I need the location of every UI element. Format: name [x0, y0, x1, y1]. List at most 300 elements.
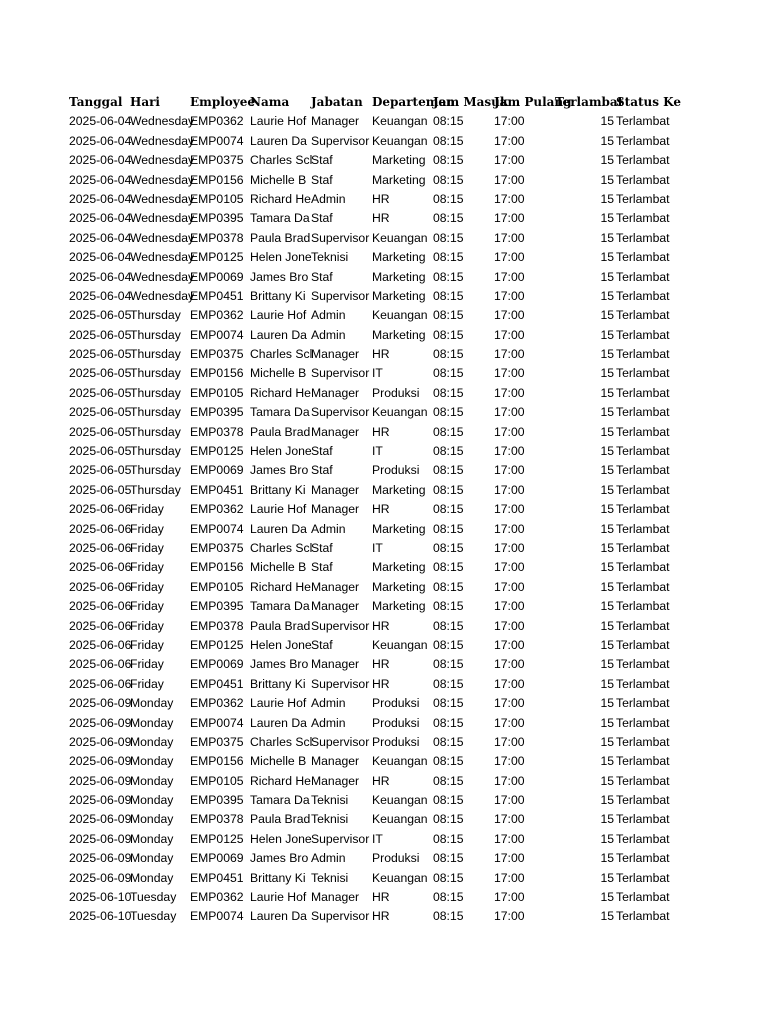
- cell-nama: Helen Jone: [250, 831, 312, 846]
- table-row: [69, 907, 672, 926]
- cell-status: Terlambat: [616, 812, 670, 827]
- cell-jabatan: Teknisi: [311, 812, 349, 827]
- cell-status: Terlambat: [616, 793, 670, 808]
- cell-tanggal: 2025-06-05: [69, 463, 132, 478]
- cell-hari: Wednesday: [130, 191, 195, 206]
- cell-status: Terlambat: [616, 114, 670, 129]
- cell-jabatan: Manager: [311, 754, 360, 769]
- cell-terlambat: 15: [600, 191, 614, 206]
- cell-employee: EMP0069: [190, 463, 244, 478]
- cell-nama: Lauren Da: [250, 521, 307, 536]
- cell-employee: EMP0125: [190, 831, 244, 846]
- cell-terlambat: 15: [600, 521, 614, 536]
- cell-jabatan: Admin: [311, 851, 346, 866]
- table-row: [69, 888, 672, 907]
- cell-terlambat: 15: [600, 560, 614, 575]
- cell-status: Terlambat: [616, 715, 670, 730]
- cell-hari: Monday: [130, 734, 174, 749]
- cell-jam-masuk: 08:15: [433, 618, 464, 633]
- cell-jam-masuk: 08:15: [433, 870, 464, 885]
- cell-departemen: Produksi: [372, 463, 420, 478]
- cell-hari: Wednesday: [130, 133, 195, 148]
- cell-terlambat: 15: [600, 211, 614, 226]
- cell-jam-masuk: 08:15: [433, 172, 464, 187]
- cell-jabatan: Manager: [311, 482, 360, 497]
- cell-tanggal: 2025-06-04: [69, 269, 132, 284]
- cell-departemen: IT: [372, 831, 383, 846]
- cell-jam-pulang: 17:00: [494, 482, 525, 497]
- cell-jam-masuk: 08:15: [433, 250, 464, 265]
- cell-jabatan: Staf: [311, 560, 333, 575]
- cell-jam-pulang: 17:00: [494, 385, 525, 400]
- cell-tanggal: 2025-06-05: [69, 308, 132, 323]
- cell-nama: Laurie Hof: [250, 114, 307, 129]
- cell-nama: Brittany Ki: [250, 482, 306, 497]
- cell-nama: Lauren Da: [250, 133, 307, 148]
- header-jam-masuk: Jam Masuk: [433, 95, 509, 109]
- cell-nama: Michelle B: [250, 366, 307, 381]
- cell-jam-pulang: 17:00: [494, 773, 525, 788]
- cell-employee: EMP0125: [190, 637, 244, 652]
- cell-status: Terlambat: [616, 657, 670, 672]
- cell-terlambat: 15: [600, 482, 614, 497]
- cell-employee: EMP0125: [190, 250, 244, 265]
- cell-nama: Charles Scl: [250, 347, 313, 362]
- cell-terlambat: 15: [600, 269, 614, 284]
- cell-jam-pulang: 17:00: [494, 657, 525, 672]
- cell-jam-masuk: 08:15: [433, 133, 464, 148]
- cell-jam-masuk: 08:15: [433, 637, 464, 652]
- cell-jam-pulang: 17:00: [494, 540, 525, 555]
- cell-employee: EMP0069: [190, 269, 244, 284]
- cell-employee: EMP0156: [190, 560, 244, 575]
- cell-hari: Monday: [130, 812, 174, 827]
- table-row: [69, 345, 672, 364]
- cell-jam-pulang: 17:00: [494, 696, 525, 711]
- cell-departemen: Marketing: [372, 153, 426, 168]
- cell-hari: Wednesday: [130, 269, 195, 284]
- table-row: [69, 248, 672, 267]
- cell-hari: Wednesday: [130, 230, 195, 245]
- cell-nama: Michelle B: [250, 172, 307, 187]
- cell-status: Terlambat: [616, 385, 670, 400]
- cell-terlambat: 15: [600, 502, 614, 517]
- cell-jam-pulang: 17:00: [494, 133, 525, 148]
- cell-tanggal: 2025-06-09: [69, 734, 132, 749]
- table-row: [69, 752, 672, 771]
- cell-jam-masuk: 08:15: [433, 308, 464, 323]
- table-row: [69, 694, 672, 713]
- cell-jam-masuk: 08:15: [433, 269, 464, 284]
- cell-jam-pulang: 17:00: [494, 366, 525, 381]
- cell-tanggal: 2025-06-09: [69, 715, 132, 730]
- cell-jam-masuk: 08:15: [433, 715, 464, 730]
- cell-terlambat: 15: [600, 812, 614, 827]
- cell-jam-pulang: 17:00: [494, 618, 525, 633]
- cell-nama: Paula Brad: [250, 812, 311, 827]
- cell-jam-masuk: 08:15: [433, 793, 464, 808]
- cell-terlambat: 15: [600, 230, 614, 245]
- cell-terlambat: 15: [600, 637, 614, 652]
- cell-nama: Laurie Hof: [250, 502, 307, 517]
- cell-jam-masuk: 08:15: [433, 851, 464, 866]
- cell-terlambat: 15: [600, 385, 614, 400]
- table-row: [69, 461, 672, 480]
- table-row: [69, 306, 672, 325]
- cell-hari: Thursday: [130, 327, 181, 342]
- cell-hari: Friday: [130, 637, 164, 652]
- cell-employee: EMP0362: [190, 696, 244, 711]
- cell-employee: EMP0156: [190, 754, 244, 769]
- cell-terlambat: 15: [600, 754, 614, 769]
- cell-status: Terlambat: [616, 909, 670, 924]
- cell-nama: Helen Jone: [250, 444, 312, 459]
- cell-terlambat: 15: [600, 793, 614, 808]
- cell-hari: Friday: [130, 618, 164, 633]
- table-row: [69, 578, 672, 597]
- table-row: [69, 151, 672, 170]
- cell-status: Terlambat: [616, 618, 670, 633]
- cell-jam-masuk: 08:15: [433, 599, 464, 614]
- cell-hari: Monday: [130, 773, 174, 788]
- cell-jam-pulang: 17:00: [494, 734, 525, 749]
- cell-hari: Monday: [130, 870, 174, 885]
- cell-tanggal: 2025-06-06: [69, 579, 132, 594]
- cell-jam-pulang: 17:00: [494, 870, 525, 885]
- cell-nama: James Bro: [250, 269, 309, 284]
- cell-status: Terlambat: [616, 579, 670, 594]
- table-row: [69, 171, 672, 190]
- cell-hari: Wednesday: [130, 250, 195, 265]
- cell-nama: James Bro: [250, 657, 309, 672]
- cell-employee: EMP0074: [190, 909, 244, 924]
- cell-departemen: Keuangan: [372, 114, 428, 129]
- cell-jam-pulang: 17:00: [494, 288, 525, 303]
- cell-terlambat: 15: [600, 657, 614, 672]
- cell-terlambat: 15: [600, 618, 614, 633]
- cell-jam-masuk: 08:15: [433, 424, 464, 439]
- cell-departemen: Produksi: [372, 385, 420, 400]
- cell-departemen: HR: [372, 424, 390, 439]
- table-row: [69, 655, 672, 674]
- cell-hari: Thursday: [130, 366, 181, 381]
- cell-jabatan: Manager: [311, 385, 360, 400]
- cell-status: Terlambat: [616, 288, 670, 303]
- cell-employee: EMP0395: [190, 405, 244, 420]
- cell-terlambat: 15: [600, 851, 614, 866]
- cell-jam-pulang: 17:00: [494, 191, 525, 206]
- cell-hari: Friday: [130, 579, 164, 594]
- cell-jam-masuk: 08:15: [433, 463, 464, 478]
- cell-nama: Laurie Hof: [250, 890, 307, 905]
- cell-hari: Thursday: [130, 482, 181, 497]
- cell-jabatan: Staf: [311, 444, 333, 459]
- cell-status: Terlambat: [616, 482, 670, 497]
- cell-employee: EMP0362: [190, 890, 244, 905]
- table-row: [69, 500, 672, 519]
- cell-departemen: HR: [372, 347, 390, 362]
- table-row: [69, 830, 672, 849]
- cell-status: Terlambat: [616, 599, 670, 614]
- cell-jam-pulang: 17:00: [494, 521, 525, 536]
- cell-jam-masuk: 08:15: [433, 405, 464, 420]
- table-row: [69, 403, 672, 422]
- cell-jabatan: Teknisi: [311, 250, 349, 265]
- cell-employee: EMP0451: [190, 482, 244, 497]
- cell-nama: Richard He: [250, 579, 311, 594]
- cell-hari: Wednesday: [130, 211, 195, 226]
- cell-jabatan: Admin: [311, 308, 346, 323]
- cell-status: Terlambat: [616, 754, 670, 769]
- cell-jam-pulang: 17:00: [494, 502, 525, 517]
- table-row: [69, 849, 672, 868]
- cell-status: Terlambat: [616, 637, 670, 652]
- cell-jam-pulang: 17:00: [494, 230, 525, 245]
- cell-hari: Wednesday: [130, 153, 195, 168]
- table-row: [69, 190, 672, 209]
- cell-departemen: Produksi: [372, 696, 420, 711]
- cell-departemen: IT: [372, 366, 383, 381]
- cell-tanggal: 2025-06-06: [69, 599, 132, 614]
- cell-terlambat: 15: [600, 715, 614, 730]
- cell-jabatan: Staf: [311, 172, 333, 187]
- cell-tanggal: 2025-06-09: [69, 870, 132, 885]
- cell-hari: Tuesday: [130, 909, 177, 924]
- table-row: [69, 772, 672, 791]
- cell-employee: EMP0395: [190, 793, 244, 808]
- cell-terlambat: 15: [600, 540, 614, 555]
- cell-status: Terlambat: [616, 424, 670, 439]
- cell-employee: EMP0378: [190, 230, 244, 245]
- table-row: [69, 384, 672, 403]
- cell-nama: Tamara Da: [250, 599, 310, 614]
- cell-terlambat: 15: [600, 133, 614, 148]
- cell-jabatan: Staf: [311, 540, 333, 555]
- cell-departemen: HR: [372, 618, 390, 633]
- cell-departemen: Produksi: [372, 851, 420, 866]
- cell-departemen: Produksi: [372, 715, 420, 730]
- cell-tanggal: 2025-06-06: [69, 502, 132, 517]
- cell-tanggal: 2025-06-09: [69, 754, 132, 769]
- cell-status: Terlambat: [616, 734, 670, 749]
- cell-status: Terlambat: [616, 133, 670, 148]
- cell-hari: Monday: [130, 754, 174, 769]
- cell-hari: Wednesday: [130, 288, 195, 303]
- cell-departemen: HR: [372, 211, 390, 226]
- cell-tanggal: 2025-06-06: [69, 618, 132, 633]
- cell-tanggal: 2025-06-09: [69, 851, 132, 866]
- cell-jabatan: Manager: [311, 890, 360, 905]
- cell-departemen: HR: [372, 890, 390, 905]
- cell-jabatan: Manager: [311, 657, 360, 672]
- cell-status: Terlambat: [616, 211, 670, 226]
- cell-terlambat: 15: [600, 153, 614, 168]
- cell-terlambat: 15: [600, 831, 614, 846]
- cell-jabatan: Supervisor: [311, 676, 370, 691]
- cell-terlambat: 15: [600, 172, 614, 187]
- cell-jam-masuk: 08:15: [433, 734, 464, 749]
- table-row: [69, 636, 672, 655]
- cell-jam-masuk: 08:15: [433, 696, 464, 711]
- cell-hari: Thursday: [130, 385, 181, 400]
- cell-employee: EMP0069: [190, 851, 244, 866]
- cell-hari: Thursday: [130, 444, 181, 459]
- cell-nama: Laurie Hof: [250, 308, 307, 323]
- cell-jam-pulang: 17:00: [494, 715, 525, 730]
- cell-jabatan: Supervisor: [311, 405, 370, 420]
- table-row: [69, 442, 672, 461]
- cell-employee: EMP0378: [190, 812, 244, 827]
- cell-nama: Charles Scl: [250, 540, 313, 555]
- cell-employee: EMP0375: [190, 153, 244, 168]
- table-row: [69, 229, 672, 248]
- cell-terlambat: 15: [600, 696, 614, 711]
- cell-jam-masuk: 08:15: [433, 560, 464, 575]
- cell-jabatan: Manager: [311, 599, 360, 614]
- cell-tanggal: 2025-06-04: [69, 153, 132, 168]
- cell-jam-masuk: 08:15: [433, 890, 464, 905]
- cell-terlambat: 15: [600, 347, 614, 362]
- cell-employee: EMP0362: [190, 502, 244, 517]
- table-row: [69, 869, 672, 888]
- cell-employee: EMP0378: [190, 618, 244, 633]
- cell-jabatan: Manager: [311, 502, 360, 517]
- cell-jam-pulang: 17:00: [494, 269, 525, 284]
- cell-jabatan: Admin: [311, 521, 346, 536]
- cell-status: Terlambat: [616, 521, 670, 536]
- cell-jabatan: Supervisor: [311, 734, 370, 749]
- cell-jam-masuk: 08:15: [433, 366, 464, 381]
- cell-departemen: Marketing: [372, 482, 426, 497]
- table-row: [69, 617, 672, 636]
- cell-jam-pulang: 17:00: [494, 172, 525, 187]
- cell-hari: Monday: [130, 696, 174, 711]
- cell-jabatan: Manager: [311, 114, 360, 129]
- cell-hari: Friday: [130, 657, 164, 672]
- cell-tanggal: 2025-06-05: [69, 347, 132, 362]
- cell-nama: Tamara Da: [250, 405, 310, 420]
- cell-jam-masuk: 08:15: [433, 540, 464, 555]
- cell-employee: EMP0074: [190, 133, 244, 148]
- cell-jam-pulang: 17:00: [494, 793, 525, 808]
- cell-jabatan: Admin: [311, 715, 346, 730]
- cell-terlambat: 15: [600, 599, 614, 614]
- cell-nama: Richard He: [250, 773, 311, 788]
- cell-terlambat: 15: [600, 405, 614, 420]
- cell-jam-masuk: 08:15: [433, 831, 464, 846]
- cell-tanggal: 2025-06-04: [69, 114, 132, 129]
- cell-nama: Paula Brad: [250, 424, 311, 439]
- cell-terlambat: 15: [600, 870, 614, 885]
- cell-jabatan: Staf: [311, 153, 333, 168]
- cell-tanggal: 2025-06-06: [69, 676, 132, 691]
- cell-nama: Charles Scl: [250, 153, 313, 168]
- cell-status: Terlambat: [616, 890, 670, 905]
- cell-hari: Monday: [130, 851, 174, 866]
- cell-tanggal: 2025-06-05: [69, 482, 132, 497]
- cell-hari: Thursday: [130, 463, 181, 478]
- cell-tanggal: 2025-06-04: [69, 288, 132, 303]
- cell-hari: Monday: [130, 715, 174, 730]
- cell-jam-pulang: 17:00: [494, 424, 525, 439]
- cell-departemen: Keuangan: [372, 793, 428, 808]
- cell-departemen: Marketing: [372, 250, 426, 265]
- cell-terlambat: 15: [600, 114, 614, 129]
- cell-departemen: Marketing: [372, 288, 426, 303]
- cell-terlambat: 15: [600, 579, 614, 594]
- cell-jabatan: Manager: [311, 579, 360, 594]
- table-row: [69, 714, 672, 733]
- table-body: [69, 112, 672, 926]
- cell-nama: Brittany Ki: [250, 288, 306, 303]
- cell-nama: Lauren Da: [250, 327, 307, 342]
- cell-employee: EMP0378: [190, 424, 244, 439]
- cell-jabatan: Staf: [311, 211, 333, 226]
- cell-employee: EMP0105: [190, 385, 244, 400]
- table-row: [69, 209, 672, 228]
- cell-nama: James Bro: [250, 463, 309, 478]
- header-nama: Nama: [250, 95, 290, 109]
- cell-status: Terlambat: [616, 347, 670, 362]
- cell-terlambat: 15: [600, 444, 614, 459]
- cell-tanggal: 2025-06-10: [69, 890, 132, 905]
- cell-hari: Monday: [130, 831, 174, 846]
- cell-status: Terlambat: [616, 676, 670, 691]
- cell-departemen: HR: [372, 191, 390, 206]
- cell-terlambat: 15: [600, 773, 614, 788]
- header-status: Status Ke: [616, 95, 681, 109]
- cell-jam-masuk: 08:15: [433, 754, 464, 769]
- cell-jabatan: Teknisi: [311, 870, 349, 885]
- table-row: [69, 268, 672, 287]
- cell-nama: Helen Jone: [250, 250, 312, 265]
- cell-status: Terlambat: [616, 502, 670, 517]
- cell-jabatan: Manager: [311, 424, 360, 439]
- cell-tanggal: 2025-06-05: [69, 366, 132, 381]
- cell-status: Terlambat: [616, 870, 670, 885]
- cell-tanggal: 2025-06-05: [69, 327, 132, 342]
- cell-jam-masuk: 08:15: [433, 288, 464, 303]
- cell-hari: Tuesday: [130, 890, 177, 905]
- cell-hari: Wednesday: [130, 114, 195, 129]
- cell-departemen: Produksi: [372, 734, 420, 749]
- cell-jam-masuk: 08:15: [433, 773, 464, 788]
- cell-jam-pulang: 17:00: [494, 327, 525, 342]
- cell-jam-pulang: 17:00: [494, 579, 525, 594]
- cell-jam-pulang: 17:00: [494, 637, 525, 652]
- cell-employee: EMP0375: [190, 540, 244, 555]
- cell-departemen: HR: [372, 909, 390, 924]
- cell-employee: EMP0105: [190, 579, 244, 594]
- cell-jam-masuk: 08:15: [433, 230, 464, 245]
- cell-departemen: Marketing: [372, 560, 426, 575]
- cell-tanggal: 2025-06-04: [69, 133, 132, 148]
- table-row: [69, 132, 672, 151]
- cell-jam-masuk: 08:15: [433, 676, 464, 691]
- cell-jam-pulang: 17:00: [494, 347, 525, 362]
- cell-tanggal: 2025-06-04: [69, 250, 132, 265]
- cell-tanggal: 2025-06-09: [69, 793, 132, 808]
- cell-status: Terlambat: [616, 308, 670, 323]
- cell-departemen: HR: [372, 773, 390, 788]
- cell-jam-pulang: 17:00: [494, 812, 525, 827]
- cell-jabatan: Staf: [311, 269, 333, 284]
- cell-departemen: Keuangan: [372, 637, 428, 652]
- cell-employee: EMP0105: [190, 773, 244, 788]
- cell-employee: EMP0451: [190, 870, 244, 885]
- cell-jabatan: Supervisor: [311, 230, 370, 245]
- cell-terlambat: 15: [600, 366, 614, 381]
